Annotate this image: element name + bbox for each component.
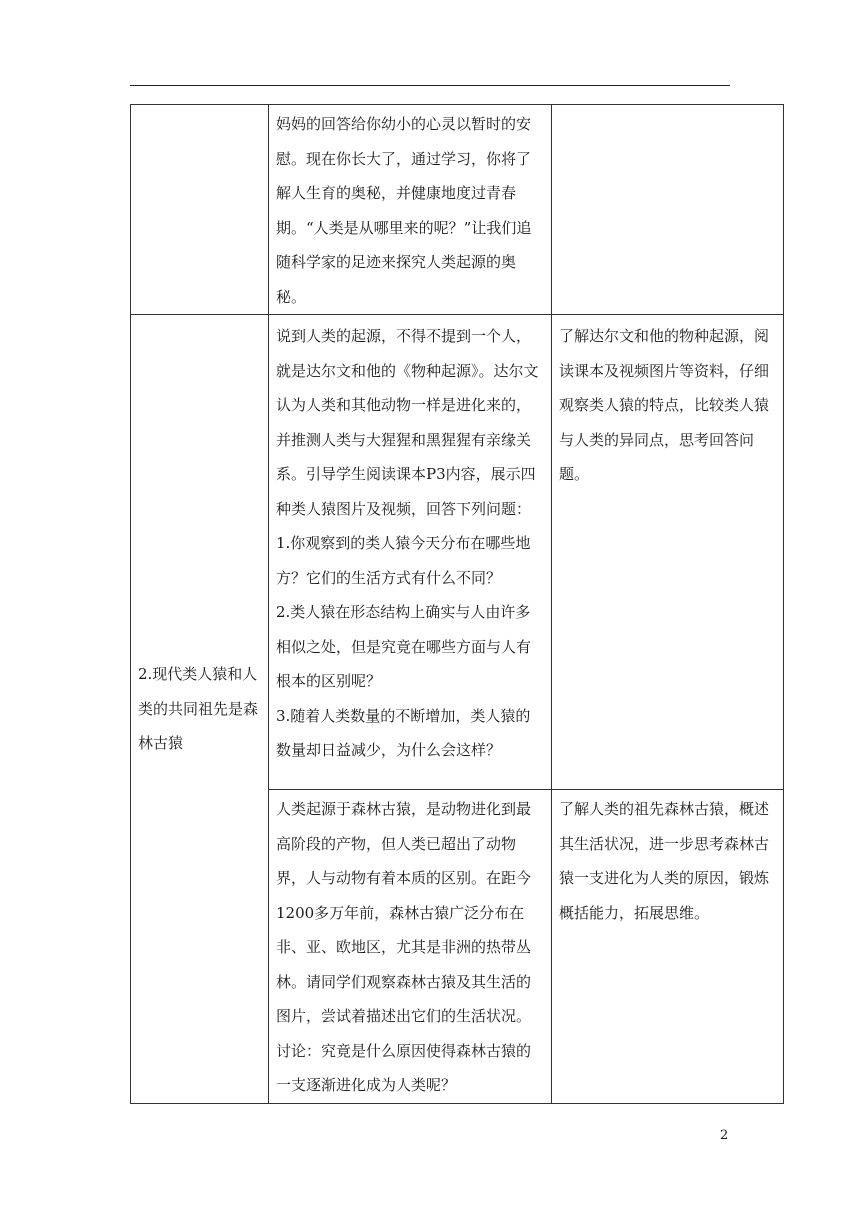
header-rule [130, 85, 730, 86]
question-3: 3.随着人类数量的不断增加，类人猿的数量却日益减少，为什么会这样？ [276, 706, 531, 759]
teacher-activity-cell [269, 315, 552, 790]
topic-text: 2.现代类人猿和人类的共同祖先是森林古猿 [138, 665, 259, 752]
topic-cell [131, 315, 269, 1104]
table-row [131, 315, 784, 790]
teacher-activity-text: 妈妈的回答给你幼小的心灵以暂时的安慰。现在你长大了，通过学习，你将了解人生育的奥秘，并健康地度过青春期。“人类是从哪里来的呢？”让我们追随科学家的足迹来探究人类起源的奥秘。 [276, 115, 532, 306]
student-activity-cell [552, 315, 784, 790]
teacher-activity-cell [269, 790, 552, 1104]
student-activity-cell [552, 790, 784, 1104]
page-number: 2 [720, 1128, 729, 1143]
lesson-table [130, 104, 784, 1104]
teacher-activity-intro: 人类起源于森林古猿，是动物进化到最高阶段的产物，但人类已超出了动物界，人与动物有着本质的区别。在距今1200多万年前，森林古猿广泛分布在非、亚、欧地区，尤其是非洲的热带丛林。请同学们观察森林古猿及其生活的图片，尝试着描述出它们的生活状况。 [276, 800, 532, 1025]
discussion-question: 讨论：究竟是什么原因使得森林古猿的一支逐渐进化成为人类呢？ [276, 1041, 532, 1094]
question-2: 2.类人猿在形态结构上确实与人由许多相似之处，但是究竟在哪些方面与人有根本的区别呢？ [276, 603, 532, 690]
student-activity-text: 了解人类的祖先森林古猿，概述其生活状况，进一步思考森林古猿一支进化为人类的原因，锻炼概括能力，拓展思维。 [559, 800, 770, 922]
teacher-activity-intro: 说到人类的起源，不得不提到一个人，就是达尔文和他的《物种起源》。达尔文认为人类和其他动物一样是进化来的，并推测人类与大猩猩和黑猩猩有亲缘关系。引导学生阅读课本P3内容，展示四种类人猿图片及视频，回答下列问题： [276, 327, 539, 518]
table-row [131, 105, 784, 315]
topic-cell [131, 105, 269, 315]
question-1: 1.你观察到的类人猿今天分布在哪些地方？它们的生活方式有什么不同？ [276, 534, 531, 587]
student-activity-text: 了解达尔文和他的物种起源，阅读课本及视频图片等资料，仔细观察类人猿的特点，比较类人猿与人类的异同点，思考回答问题。 [559, 327, 770, 483]
student-activity-cell [552, 105, 784, 315]
teacher-activity-cell [269, 105, 552, 315]
